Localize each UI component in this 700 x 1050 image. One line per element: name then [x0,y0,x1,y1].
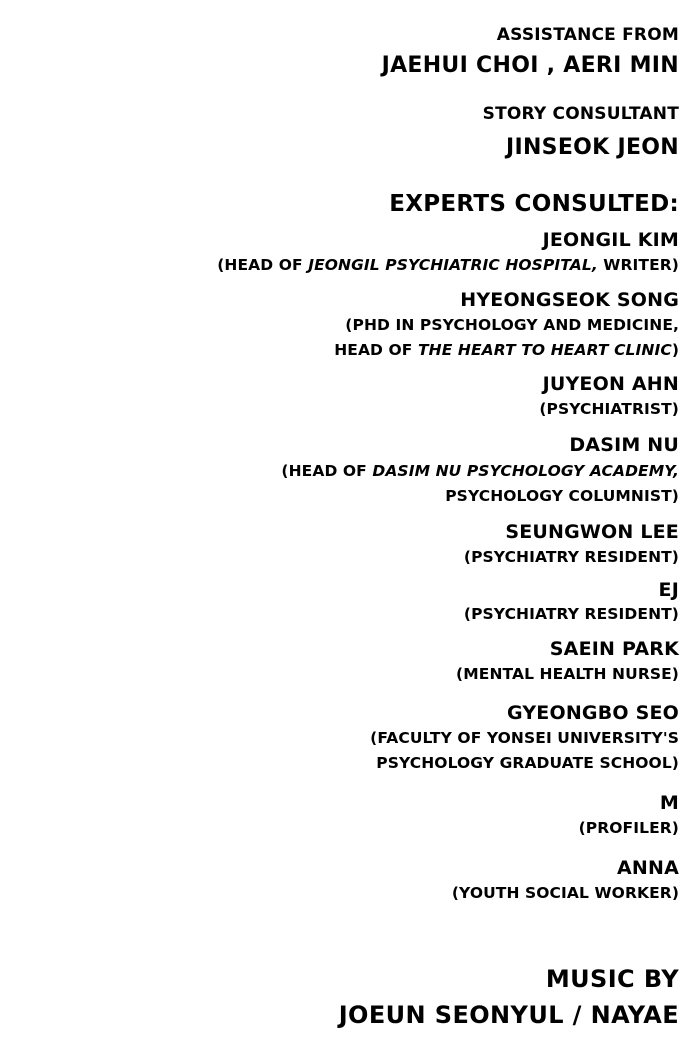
expert-description: PSYCHOLOGY COLUMNIST) [445,487,679,505]
expert-name: EJ [658,579,679,601]
expert-name: GYEONGBO SEO [506,702,679,724]
expert-description: (YOUTH SOCIAL WORKER) [451,884,679,902]
expert-name: SEUNGWON LEE [505,521,679,543]
expert-description: (FACULTY OF YONSEI UNIVERSITY'S [370,729,679,747]
expert-description: (PSYCHIATRY RESIDENT) [463,548,679,566]
assistance-names: JAEHUI CHOI , AERI MIN [381,53,679,78]
expert-description: (PSYCHIATRY RESIDENT) [463,605,679,623]
music-names: JOEUN SEONYUL / NAYAE [338,1001,679,1029]
expert-name: DASIM NU [569,434,679,456]
expert-name: M [659,792,679,814]
expert-description: (HEAD OF JEONGIL PSYCHIATRIC HOSPITAL, WRITER) [217,256,679,274]
experts-heading: EXPERTS CONSULTED: [389,191,679,217]
expert-name: JUYEON AHN [542,373,679,395]
expert-name: ANNA [616,857,679,879]
expert-description: (MENTAL HEALTH NURSE) [456,665,679,683]
expert-description: (PROFILER) [578,819,679,837]
expert-description: (PSYCHIATRIST) [539,400,679,418]
expert-name: HYEONGSEOK SONG [460,289,679,311]
expert-description: PSYCHOLOGY GRADUATE SCHOOL) [376,754,679,772]
music-label: MUSIC BY [545,965,679,993]
story-consultant-name: JINSEOK JEON [506,135,679,160]
assistance-label: ASSISTANCE FROM [496,25,679,45]
expert-name: SAEIN PARK [549,638,679,660]
expert-description: (PHD IN PSYCHOLOGY AND MEDICINE, [345,316,679,334]
story-consultant-label: STORY CONSULTANT [482,104,679,124]
expert-description: HEAD OF THE HEART TO HEART CLINIC) [334,341,679,359]
expert-description: (HEAD OF DASIM NU PSYCHOLOGY ACADEMY, [281,462,679,480]
expert-name: JEONGIL KIM [542,229,679,251]
